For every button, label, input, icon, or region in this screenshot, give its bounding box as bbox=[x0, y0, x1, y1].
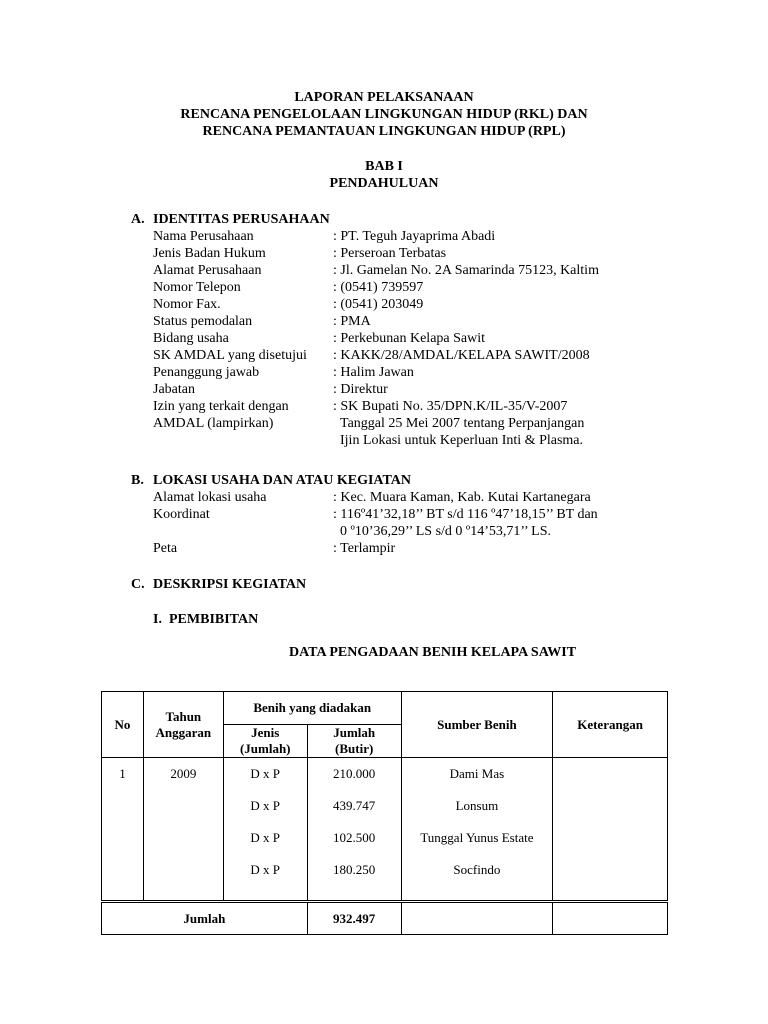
field-label: Bidang usaha bbox=[153, 331, 229, 346]
chapter-number: BAB I bbox=[365, 159, 403, 174]
field-row bbox=[153, 279, 424, 296]
section-b-title: LOKASI USAHA DAN ATAU KEGIATAN bbox=[153, 473, 412, 488]
field-value: : 116º41’32,18’’ BT s/d 116 º47’18,15’’ BT dan bbox=[333, 507, 598, 522]
field-label: SK AMDAL yang disetujui bbox=[153, 348, 307, 363]
field-label: Alamat Perusahaan bbox=[153, 263, 262, 278]
field-row bbox=[153, 489, 591, 506]
field-row bbox=[153, 432, 584, 449]
cell-sumber: Socfindo bbox=[453, 862, 501, 877]
header-jenis: Jenis (Jumlah) bbox=[223, 725, 307, 758]
field-value: : Kec. Muara Kaman, Kab. Kutai Kartanegara bbox=[333, 490, 591, 505]
cell-sumber: Lonsum bbox=[455, 798, 499, 813]
total-label: Jumlah bbox=[102, 902, 308, 935]
cell-jenis: D x P bbox=[250, 766, 281, 781]
header-jumlah-butir: Jumlah (Butir) bbox=[307, 725, 401, 758]
section-c-title: DESKRIPSI KEGIATAN bbox=[153, 577, 307, 592]
cell-sumber-list bbox=[401, 758, 553, 902]
field-label: Nomor Telepon bbox=[153, 280, 241, 295]
field-value: : (0541) 203049 bbox=[333, 297, 424, 312]
field-value: : Terlampir bbox=[333, 541, 396, 556]
section-c-letter: C. bbox=[131, 577, 145, 592]
field-value: Ijin Lokasi untuk Keperluan Inti & Plasma. bbox=[340, 433, 584, 448]
cell-jumlah-list bbox=[307, 758, 401, 902]
cell-jenis: D x P bbox=[250, 830, 281, 845]
field-label: Nama Perusahaan bbox=[153, 229, 254, 244]
table-row bbox=[102, 758, 668, 902]
field-label: Peta bbox=[153, 541, 178, 556]
section-b-letter: B. bbox=[131, 473, 144, 488]
field-row bbox=[153, 296, 424, 313]
field-value: : Perkebunan Kelapa Sawit bbox=[333, 331, 486, 346]
report-title-line1: LAPORAN PELAKSANAAN bbox=[294, 90, 474, 105]
field-value: : PMA bbox=[333, 314, 371, 329]
total-sumber-empty bbox=[401, 902, 553, 935]
field-label: AMDAL (lampirkan) bbox=[153, 416, 274, 431]
field-row bbox=[153, 381, 388, 398]
field-row bbox=[153, 313, 371, 330]
field-row bbox=[153, 347, 590, 364]
report-title-line2: RENCANA PENGELOLAAN LINGKUNGAN HIDUP (RKL) DAN bbox=[180, 107, 588, 122]
cell-jenis: D x P bbox=[250, 862, 281, 877]
header-benih-diadakan: Benih yang diadakan bbox=[223, 692, 401, 725]
cell-jumlah: 180.250 bbox=[333, 862, 376, 877]
field-label: Penanggung jawab bbox=[153, 365, 260, 380]
total-value: 932.497 bbox=[307, 902, 401, 935]
header-keterangan: Keterangan bbox=[553, 692, 668, 758]
cell-sumber: Tunggal Yunus Estate bbox=[420, 830, 534, 845]
report-title-line3: RENCANA PEMANTAUAN LINGKUNGAN HIDUP (RPL) bbox=[202, 124, 566, 139]
field-row bbox=[153, 330, 486, 347]
field-label: Koordinat bbox=[153, 507, 210, 522]
field-row bbox=[153, 415, 585, 432]
field-value: : KAKK/28/AMDAL/KELAPA SAWIT/2008 bbox=[333, 348, 590, 363]
field-label: Jabatan bbox=[153, 382, 195, 397]
field-label: Status pemodalan bbox=[153, 314, 253, 329]
field-value: : Jl. Gamelan No. 2A Samarinda 75123, Kaltim bbox=[333, 263, 599, 278]
field-value: : Direktur bbox=[333, 382, 388, 397]
cell-jumlah: 210.000 bbox=[333, 766, 376, 781]
field-row bbox=[153, 506, 598, 523]
field-label: Izin yang terkait dengan bbox=[153, 399, 289, 414]
cell-jumlah: 439.747 bbox=[333, 798, 376, 813]
section-a-title: IDENTITAS PERUSAHAAN bbox=[153, 212, 330, 227]
table-header-row bbox=[102, 692, 668, 725]
field-row bbox=[153, 364, 414, 381]
field-value: : SK Bupati No. 35/DPN.K/IL-35/V-2007 bbox=[333, 399, 568, 414]
field-value: : PT. Teguh Jayaprima Abadi bbox=[333, 229, 496, 244]
field-row bbox=[153, 523, 552, 540]
section-a-fields bbox=[153, 228, 599, 449]
header-no: No bbox=[102, 692, 144, 758]
field-value: Tanggal 25 Mei 2007 tentang Perpanjangan bbox=[340, 416, 585, 431]
field-row bbox=[153, 262, 599, 279]
cell-tahun: 2009 bbox=[143, 758, 223, 902]
cell-jenis: D x P bbox=[250, 798, 281, 813]
chapter-title: PENDAHULUAN bbox=[329, 176, 439, 191]
header-sumber-benih: Sumber Benih bbox=[401, 692, 553, 758]
field-row bbox=[153, 398, 568, 415]
subsection-number: I. bbox=[153, 612, 162, 627]
cell-no: 1 bbox=[102, 758, 144, 902]
field-value: : Halim Jawan bbox=[333, 365, 414, 380]
cell-jumlah: 102.500 bbox=[333, 830, 376, 845]
subsection-title: PEMBIBITAN bbox=[169, 612, 259, 627]
field-row bbox=[153, 228, 496, 245]
field-value: 0 º10’36,29’’ LS s/d 0 º14’53,71’’ LS. bbox=[340, 524, 552, 539]
seed-procurement-table bbox=[101, 691, 668, 935]
field-label: Nomor Fax. bbox=[153, 297, 221, 312]
section-b-fields bbox=[153, 489, 598, 557]
section-a-letter: A. bbox=[131, 212, 145, 227]
field-value: : (0541) 739597 bbox=[333, 280, 424, 295]
header-tahun-anggaran: Tahun Anggaran bbox=[143, 692, 223, 758]
cell-sumber: Dami Mas bbox=[449, 766, 505, 781]
total-keterangan-empty bbox=[553, 902, 668, 935]
field-label: Alamat lokasi usaha bbox=[153, 490, 267, 505]
field-row bbox=[153, 540, 396, 557]
field-label: Jenis Badan Hukum bbox=[153, 246, 266, 261]
cell-keterangan bbox=[553, 758, 668, 902]
table-title: DATA PENGADAAN BENIH KELAPA SAWIT bbox=[289, 645, 577, 660]
table-total-row bbox=[102, 902, 668, 935]
field-value: : Perseroan Terbatas bbox=[333, 246, 447, 261]
field-row bbox=[153, 245, 447, 262]
cell-jenis-list bbox=[223, 758, 307, 902]
